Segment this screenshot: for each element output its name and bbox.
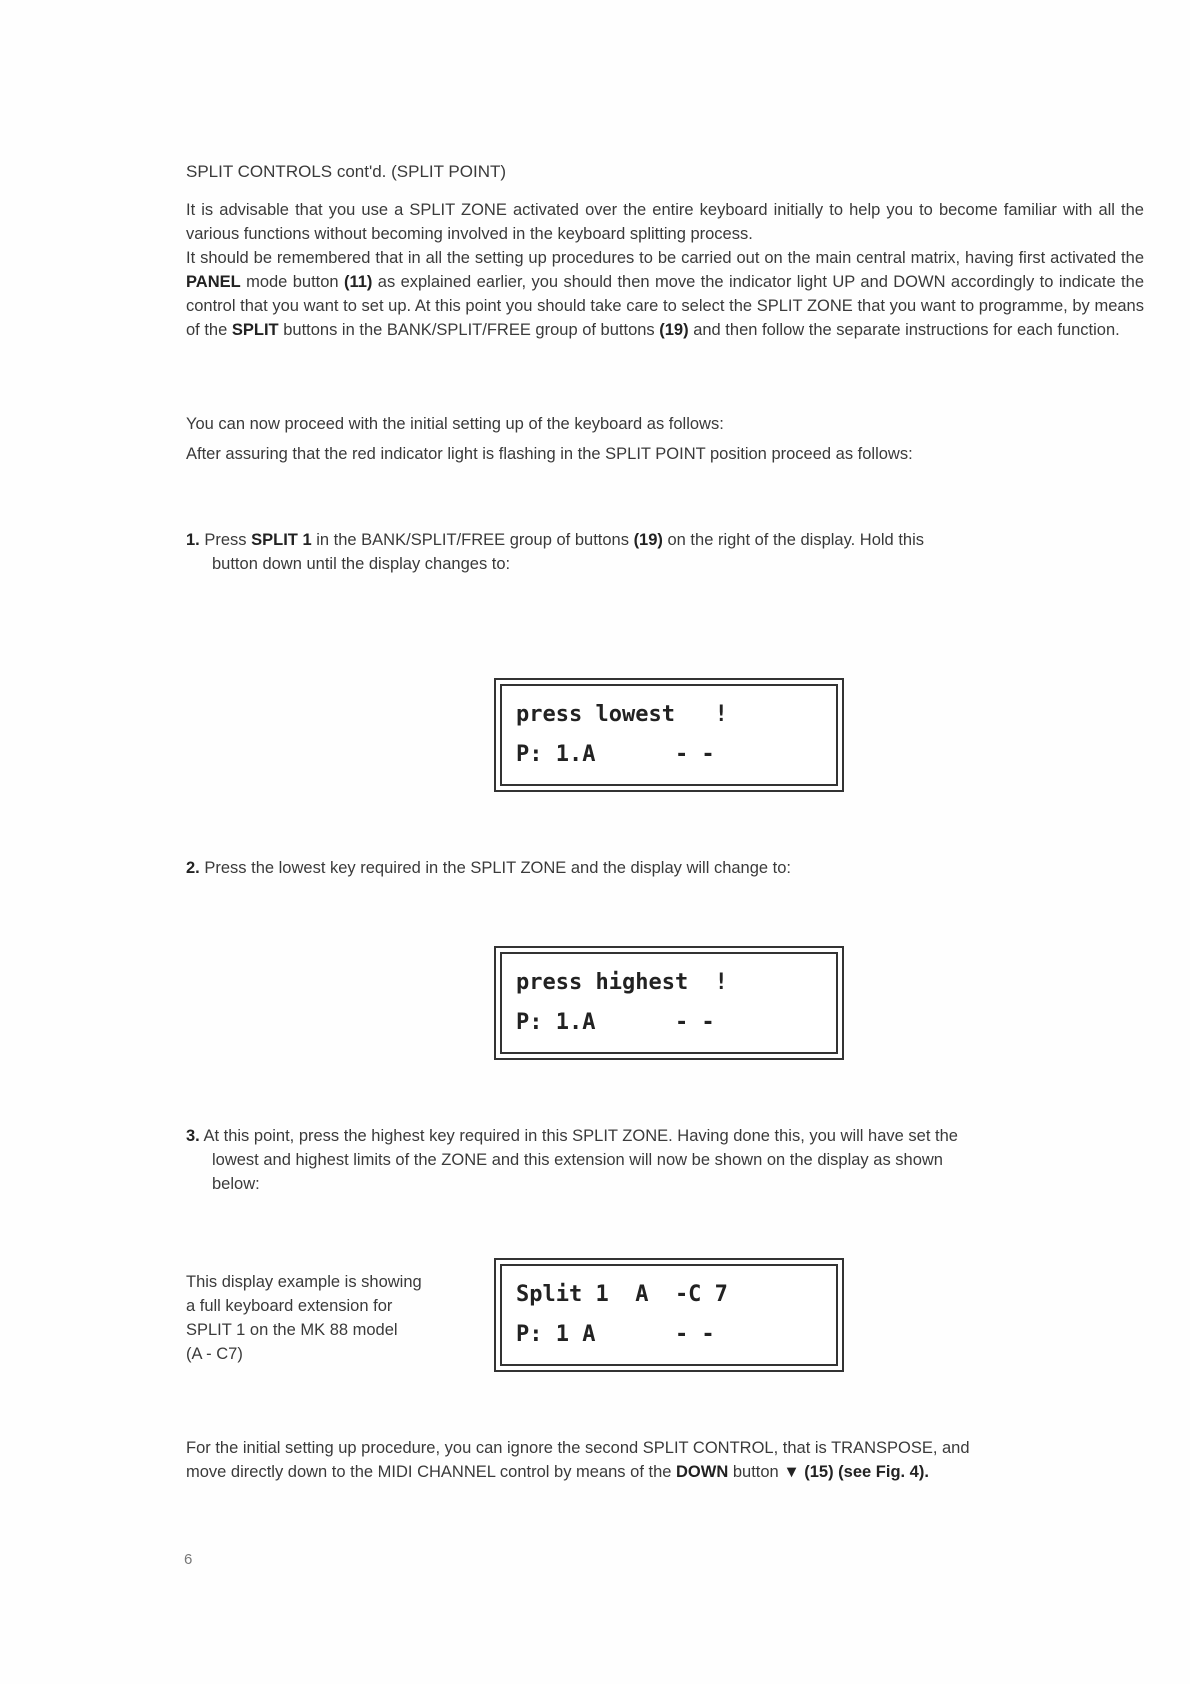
intro-text-5: buttons in the BANK/SPLIT/FREE group of buttons <box>278 321 660 339</box>
step-3-text-a: At this point, press the highest key required in this SPLIT ZONE. Having done this, you will have set the <box>203 1127 958 1145</box>
intro-text-6: and then follow the separate instructions for each function. <box>688 321 1120 339</box>
step-1-number: 1. <box>186 531 200 549</box>
lcd-display-2 <box>494 946 844 1060</box>
closing-text-b: move directly down to the MIDI CHANNEL control by means of the <box>186 1463 677 1481</box>
step-3-text-c: below: <box>212 1175 260 1193</box>
closing-line-1: For the initial setting up procedure, you can ignore the second SPLIT CONTROL, that is TRANSPOSE, and <box>186 1439 970 1457</box>
step-2 <box>186 856 1144 880</box>
step-3 <box>186 1124 1144 1196</box>
lcd-display-3 <box>494 1258 844 1372</box>
step-1-text-e: on the right of the display. Hold this <box>662 531 924 549</box>
lcd-display-1-screen <box>500 684 838 786</box>
closing-ref-15: (15) (see Fig. 4). <box>799 1463 929 1481</box>
intro-text-4: as explained earlier, you should then move the indicator light UP and DOWN accordingly to indicate the control that you want to set up. At this point you should take care to select the SPLIT ZONE that you want to programme, by means of the <box>186 273 1144 339</box>
closing-text-c: button <box>728 1463 784 1481</box>
lcd-3-line-2: P: 1 A - - <box>516 1322 715 1347</box>
intro-text-2: It should be remembered that in all the setting up procedures to be carried out on the main central matrix, having first activated the <box>186 249 1144 267</box>
lcd-display-3-screen <box>500 1264 838 1366</box>
lcd-2-line-2: P: 1.A - - <box>516 1010 715 1035</box>
down-term: DOWN <box>676 1463 729 1481</box>
assure-paragraph: After assuring that the red indicator light is flashing in the SPLIT POINT position proceed as follows: <box>186 445 913 463</box>
split-term: SPLIT <box>231 321 279 339</box>
step-1 <box>186 528 1144 576</box>
lcd-1-line-2: P: 1.A - - <box>516 742 715 767</box>
caption-line-1: This display example is showing <box>186 1273 422 1291</box>
intro-text-1: It is advisable that you use a SPLIT ZONE activated over the entire keyboard initially to help you to become familiar with all the various functions without becoming involved in the keyboard splitting process. <box>186 201 1144 243</box>
ref-11: (11) <box>343 273 373 291</box>
display-caption <box>186 1270 486 1366</box>
step-1-text-f: button down until the display changes to: <box>212 555 511 573</box>
panel-term: PANEL <box>186 273 241 291</box>
caption-line-2: a full keyboard extension for <box>186 1297 393 1315</box>
intro-text-3: mode button <box>240 273 344 291</box>
down-arrow-icon: ▼ <box>783 1463 800 1481</box>
lcd-1-line-1: press lowest ! <box>516 702 728 727</box>
caption-line-3: SPLIT 1 on the MK 88 model <box>186 1321 398 1339</box>
proceed-paragraph: You can now proceed with the initial setting up of the keyboard as follows: <box>186 415 724 433</box>
step-2-text: Press the lowest key required in the SPLIT ZONE and the display will change to: <box>204 859 792 877</box>
lcd-display-2-screen <box>500 952 838 1054</box>
step-1-ref-19: (19) <box>633 531 663 549</box>
step-3-text-b: lowest and highest limits of the ZONE and this extension will now be shown on the display as shown <box>212 1151 943 1169</box>
lcd-3-line-1: Split 1 A -C 7 <box>516 1282 728 1307</box>
page-number: 6 <box>184 1551 193 1568</box>
lcd-2-line-1: press highest ! <box>516 970 728 995</box>
intro-paragraph <box>186 198 1144 342</box>
step-2-number: 2. <box>186 859 200 877</box>
caption-line-4: (A - C7) <box>186 1345 243 1363</box>
step-1-text-c: in the BANK/SPLIT/FREE group of buttons <box>311 531 634 549</box>
step-1-text-a: Press <box>204 531 252 549</box>
page-heading: SPLIT CONTROLS cont'd. (SPLIT POINT) <box>186 162 507 181</box>
closing-paragraph <box>186 1436 1144 1484</box>
closing-line-2 <box>186 1460 1144 1484</box>
ref-19: (19) <box>659 321 689 339</box>
step-1-split1: SPLIT 1 <box>251 531 312 549</box>
lcd-display-1 <box>494 678 844 792</box>
step-3-number: 3. <box>186 1127 200 1145</box>
